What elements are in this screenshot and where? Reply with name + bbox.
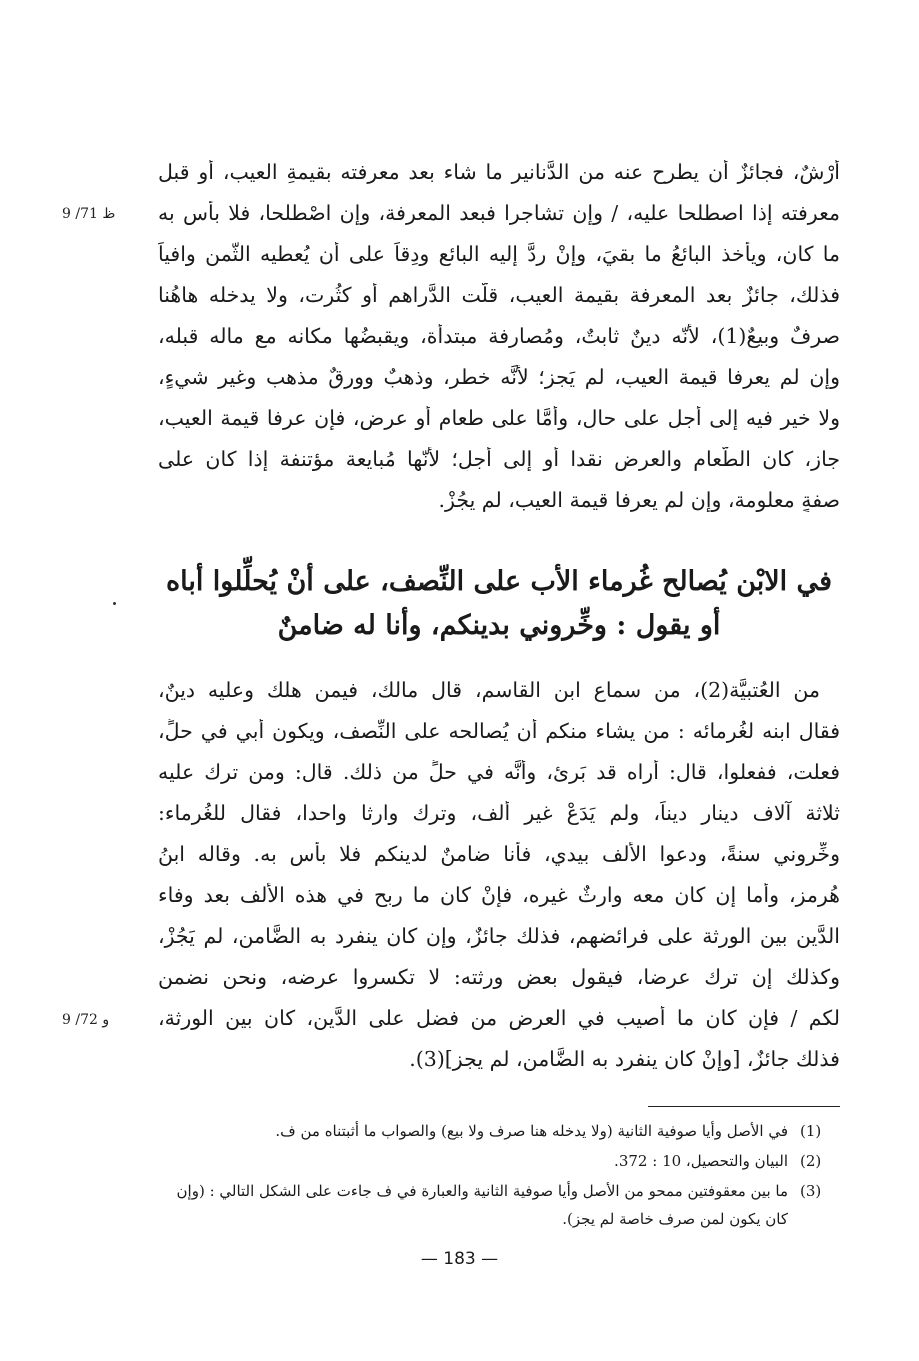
text-line: صفةٍ معلومة، وإن لم يعرفا قيمة العيب، لم يجُزْ. <box>438 488 840 512</box>
text-line: ثلاثة آلاف دينار ديناً، ولم يَدَعْ غير ألف، وترك وارثا واحدا، فقال للغُرماء: <box>158 801 840 825</box>
text-line: وخِّروني سنةً، ودعوا الألف بيدي، فأنا ضامنٌ لدينكم فلا بأس به. وقاله ابنُ <box>158 842 840 866</box>
footnote-text: في الأصل وأيا صوفية الثانية (ولا يدخله هنا صرف ولا بيع) والصواب ما أثبتناه من ف. <box>275 1122 788 1140</box>
text-line: فذلك جائزٌ، [وإنْ كان ينفرد به الضَّامن، لم يجز](3). <box>409 1047 840 1071</box>
footnote-text: ما بين معقوفتين ممحو من الأصل وأيا صوفية الثانية والعبارة في ف جاءت على الشكل التالي : (وإن <box>176 1182 788 1200</box>
stray-mark <box>113 602 116 605</box>
section-heading-line: أو يقول : وخِّروني بدينكم، وأنا له ضامنٌ <box>277 610 721 641</box>
text-line: وإن لم يعرفا قيمة العيب، لم يَجز؛ لأنَّه خطر، وذهبٌ وورِقٌ مذهب وغير شيءٍ، <box>158 365 840 389</box>
text-line: جاز، كان الطَّعام والعرض نقدا أو إلى أجلٍ؛ لأنّها مُبايعة مؤتنفة إذا كان على <box>158 447 840 471</box>
footnote-number: (3) <box>800 1182 822 1200</box>
footnote-separator <box>648 1106 840 1107</box>
footnote-number: (2) <box>800 1152 822 1170</box>
section-heading-line: في الابْن يُصالح غُرماء الأب على النِّصف، على أنْ يُحلِّلوا أباه <box>166 566 832 597</box>
margin-folio-note: 9 /72 و <box>62 1012 110 1028</box>
text-line: فقال ابنه لغُرمائه : من يشاء منكم أن يُصالحه على النِّصف، ويكون أبي في حلٍّ، <box>158 719 840 743</box>
text-line: لكم / فإن كان ما أصيب في العرض من فضل على الدَّين، كان بين الورثة، <box>158 1006 840 1030</box>
text-line: ما كان، ويأخذ البائعُ ما بقيَ، وإنْ ردَّ إليه البائع ودِقاً على أن يُعطيه الثَّمن وافياً <box>158 242 840 266</box>
text-line: من العُتبيَّة(2)، من سماع ابن القاسم، قال مالك، فيمن هلك وعليه دينٌ، <box>158 678 820 702</box>
text-line: وكذلك إن ترك عرضا، فيقول بعض ورثته: لا تكسروا عرضه، ونحن نضمن <box>158 965 840 989</box>
page-number: — 183 — <box>420 1249 499 1269</box>
margin-folio-note: 9 /71 ظ <box>62 206 116 222</box>
text-line: الدَّين بين الورثة على فرائضهم، فذلك جائزٌ، وإن كان ينفرد به الضَّامن، لم يَجُزْ، <box>158 924 840 948</box>
text-line: هُرمز، وأما إن كان معه وارثٌ غيره، فإنْ كان ما ربح في هذه الألف بعد وفاء <box>158 883 840 907</box>
text-line: فذلك، جائزٌ بعد المعرفة بقيمة العيب، قلّت الدَّراهم أو كثُرت، ولا يدخله هاهُنا <box>158 283 840 307</box>
text-line: معرفته إذا اصطلحا عليه، / وإن تشاجرا فبعد المعرفة، وإن اصْطلحا، فلا بأس به <box>158 201 840 225</box>
text-line: أَرْشٌ، فجائزٌ أن يطرح عنه من الدَّنانير ما شاء بعد معرفته بقيمةِ العيب، أو قبل <box>158 160 840 184</box>
footnote-continuation: كان يكون لمن صرف خاصة لم يجز). <box>562 1210 788 1228</box>
text-line: فعلت، ففعلوا، قال: أراه قد بَرِئ، وأنَّه في حلٍّ من ذلك. قال: ومن ترك عليه <box>158 760 840 784</box>
footnote-text: البيان والتحصيل، 10 : 372. <box>614 1152 788 1170</box>
text-line: صرفٌ وبيعٌ(1)، لأنّه دينٌ ثابتٌ، ومُصارفة مبتدأة، ويقبضُها مكانه مع ماله قبله، <box>158 324 840 348</box>
text-line: ولا خير فيه إلى أجلٍ على حالٍ، وأمَّا على طعامٍ أو عرضٍ، فإن عرفا قيمة العيب، <box>158 406 840 430</box>
footnote-number: (1) <box>800 1122 822 1140</box>
